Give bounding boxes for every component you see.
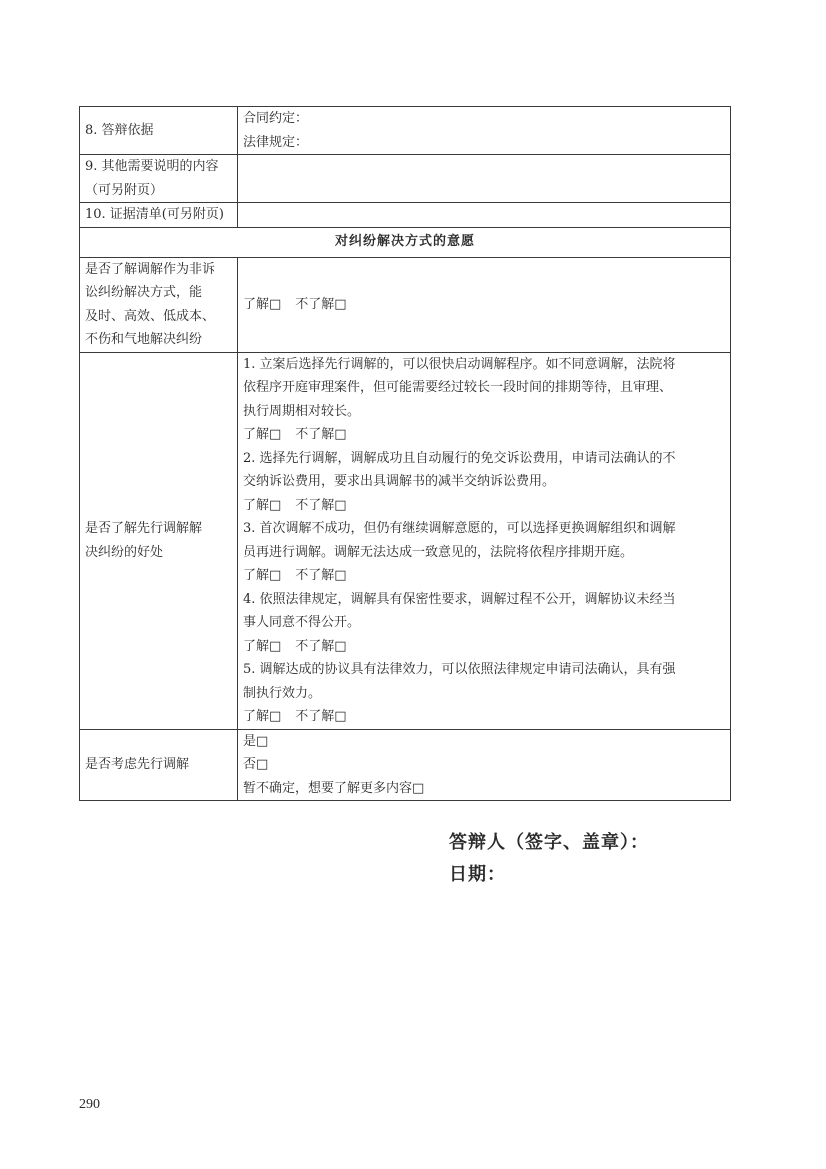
other-notes-value[interactable] xyxy=(238,155,731,203)
other-notes-label-line: （可另附页） xyxy=(85,182,164,198)
benefit-options xyxy=(243,494,725,518)
row-evidence-list xyxy=(80,203,731,228)
no-checkbox[interactable]: 否□ xyxy=(243,757,269,772)
not-understand-checkbox[interactable]: 不了解□ xyxy=(295,296,347,312)
benefit-text: 员再进行调解。调解无法达成一致意见的，法院将依程序排期开庭。 xyxy=(243,544,634,560)
benefit-options xyxy=(243,564,725,588)
row-understand-mediation xyxy=(80,257,731,352)
label-line: 及时、高效、低成本、 xyxy=(85,308,216,324)
respondent-signature-label: 答辩人（签字、盖章）： xyxy=(449,832,649,853)
benefit-text: 交纳诉讼费用，要求出具调解书的减半交纳诉讼费用。 xyxy=(243,474,556,489)
evidence-list-value[interactable] xyxy=(238,203,731,228)
not-understand-checkbox[interactable]: 不了解□ xyxy=(295,709,347,724)
understand-mediation-options xyxy=(238,257,731,352)
label-line: 讼纠纷解决方式，能 xyxy=(85,285,203,300)
label-line: 是否了解先行调解解 xyxy=(85,521,203,536)
benefit-options xyxy=(243,635,725,659)
defense-basis-label: 8. 答辩依据 xyxy=(80,107,238,155)
benefit-text: 2. 选择先行调解，调解成功且自动履行的免交诉讼费用，申请司法确认的不 xyxy=(243,450,676,466)
page-number: 290 xyxy=(79,1097,100,1112)
signature-date-label: 日期： xyxy=(449,864,506,885)
other-notes-label-line: 9. 其他需要说明的内容 xyxy=(85,159,219,174)
benefit-text: 3. 首次调解不成功，但仍有继续调解意愿的，可以选择更换调解组织和调解 xyxy=(243,521,676,536)
not-understand-checkbox[interactable]: 不了解□ xyxy=(295,638,347,654)
response-form-table xyxy=(79,106,731,801)
row-defense-basis xyxy=(80,107,731,155)
not-understand-checkbox[interactable]: 不了解□ xyxy=(295,497,347,513)
row-mediation-benefits xyxy=(80,352,731,729)
benefit-text: 事人同意不得公开。 xyxy=(243,615,361,630)
row-section-title xyxy=(80,227,731,257)
not-understand-checkbox[interactable]: 不了解□ xyxy=(295,568,347,583)
row-other-notes xyxy=(80,155,731,203)
benefit-text: 4. 依照法律规定，调解具有保密性要求，调解过程不公开，调解协议未经当 xyxy=(243,591,676,607)
understand-checkbox[interactable]: 了解□ xyxy=(243,709,282,724)
benefits-list xyxy=(238,352,731,729)
other-notes-label xyxy=(80,155,238,203)
benefit-text: 制执行效力。 xyxy=(243,685,322,701)
benefit-text: 执行周期相对较长。 xyxy=(243,403,361,419)
consider-mediation-options xyxy=(238,729,731,801)
understand-mediation-label xyxy=(80,257,238,352)
understand-checkbox[interactable]: 了解□ xyxy=(243,497,282,513)
evidence-list-label: 10. 证据清单(可另附页) xyxy=(80,203,238,228)
benefit-options xyxy=(243,705,725,729)
defense-basis-value xyxy=(238,107,731,155)
benefit-text: 5. 调解达成的协议具有法律效力，可以依照法律规定申请司法确认，具有强 xyxy=(243,662,676,677)
benefit-options xyxy=(243,423,725,447)
understand-checkbox[interactable]: 了解□ xyxy=(243,427,282,442)
row-consider-mediation xyxy=(80,729,731,801)
understand-checkbox[interactable]: 了解□ xyxy=(243,296,282,312)
label-line: 不伤和气地解决纠纷 xyxy=(85,332,203,347)
legal-provision-field: 法律规定： xyxy=(243,134,309,150)
section-title: 对纠纷解决方式的意愿 xyxy=(80,227,731,257)
label-line: 决纠纷的好处 xyxy=(85,544,164,560)
benefits-label xyxy=(80,352,238,729)
benefit-text: 1. 立案后选择先行调解的，可以很快启动调解程序。如不同意调解，法院将 xyxy=(243,356,676,372)
label-line: 是否了解调解作为非诉 xyxy=(85,261,216,277)
undecided-checkbox[interactable]: 暂不确定，想要了解更多内容□ xyxy=(243,780,425,796)
yes-checkbox[interactable]: 是□ xyxy=(243,733,269,749)
understand-checkbox[interactable]: 了解□ xyxy=(243,568,282,583)
not-understand-checkbox[interactable]: 不了解□ xyxy=(295,427,347,442)
understand-checkbox[interactable]: 了解□ xyxy=(243,638,282,654)
consider-mediation-label: 是否考虑先行调解 xyxy=(80,729,238,801)
benefit-text: 依程序开庭审理案件，但可能需要经过较长一段时间的排期等待，且审理、 xyxy=(243,380,673,395)
contract-agreement-field: 合同约定： xyxy=(243,111,309,126)
